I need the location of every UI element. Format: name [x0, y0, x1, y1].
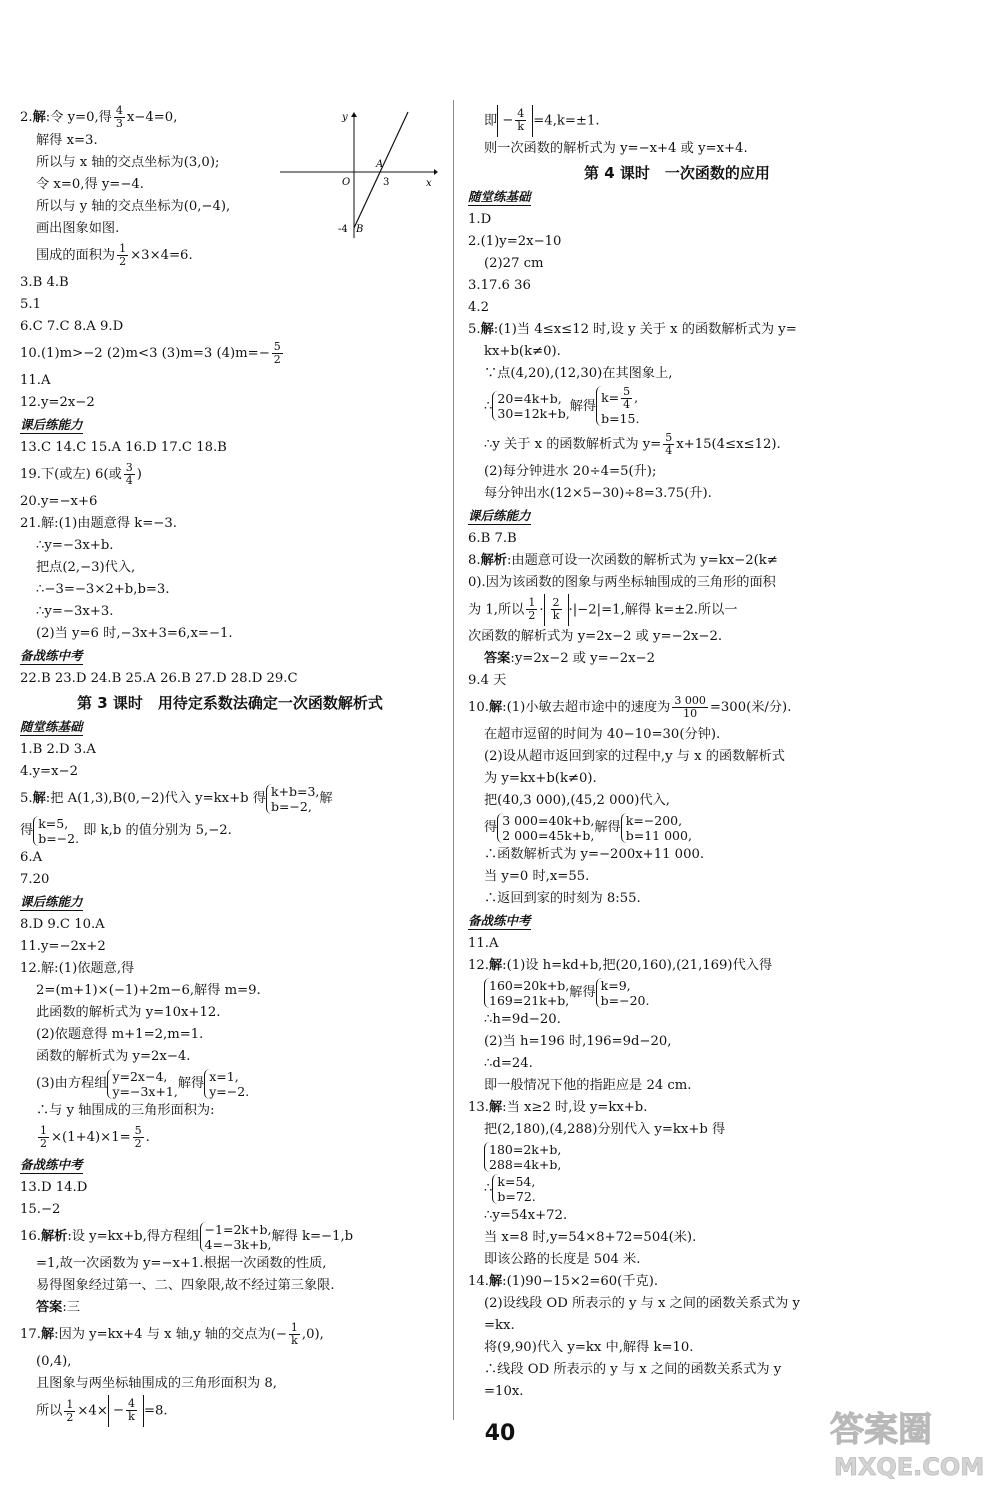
page-number: 40	[484, 1421, 516, 1446]
answer-line: 180=2k+b, 288=4k+b,	[468, 1141, 886, 1173]
left-line: 所以与 y 轴的交点坐标为(0,−4),	[36, 199, 231, 214]
answer-line: (2)当 h=196 时,196=9d−20,	[484, 1034, 672, 1049]
answer-line: 3.B 4.B	[20, 275, 69, 290]
answer-line: 把点(2,−3)代入,	[36, 560, 136, 575]
point-b-label: B	[356, 224, 364, 235]
answer-line: =10x.	[484, 1384, 524, 1399]
answer-line: ∴y=54x+72.	[484, 1208, 568, 1223]
answer-line: $\frac{1}{2}$ ×(1+4)×1= $\frac{5}{2}$ .	[40, 1124, 150, 1150]
answer-line: kx+b(k≠0).	[484, 343, 561, 359]
lesson-title: 第 3 课时 用待定系数法确定一次函数解析式	[77, 694, 383, 712]
answer-line: (0,4),	[36, 1354, 72, 1369]
left-area: 围成的面积为 $\frac{1}{2}$ ×3×4=6.	[36, 242, 193, 268]
answer-line: =kx.	[484, 1318, 515, 1333]
left-line: 令 x=0,得 y=−4.	[36, 177, 144, 192]
answer-line: 答案:三	[36, 1300, 81, 1315]
answer-line: ∴ k=54, b=72.	[484, 1173, 536, 1204]
answer-line: 20.y=−x+6	[20, 494, 98, 509]
answer-line: 得 3 000=40k+b, 2 000=45k+b, 解得 k=−200, b=11 000,	[484, 812, 692, 843]
answer-line: 为 y=kx+b(k≠0).	[484, 771, 597, 786]
answer-line: ∴返回到家的时刻为 8:55.	[484, 891, 641, 906]
left-column	[20, 105, 440, 1428]
section-header: 课后练能力	[20, 417, 83, 432]
answer-line: 1.D	[468, 211, 492, 227]
answer-line: 15.−2	[20, 1202, 61, 1217]
answer-line: 所以 $\frac{1}{2}$ ×4× − $\frac{4}{k}$ =8.	[20, 1395, 440, 1428]
answer-line: 在超市逗留的时间为 40−10=30(分钟).	[484, 727, 721, 742]
answer-line: ∴y 关于 x 的函数解析式为 y= $\frac{5}{4}$ x+15(4≤x≤12).	[484, 430, 781, 457]
section-header: 备战练中考	[468, 913, 531, 928]
answer-line: 8.解析:由题意可设一次函数的解析式为 y=kx−2(k≠	[468, 552, 778, 568]
answer-line: 6.A	[20, 850, 43, 865]
answer-line: 每分钟出水(12×5−30)÷8=3.75(升).	[484, 485, 712, 501]
answer-line: 即 − $\frac{4}{k}$ =4,k=±1.	[468, 105, 886, 138]
section-header: 课后练能力	[20, 894, 83, 909]
answer-line: 13.C 14.C 15.A 16.D 17.C 18.B	[20, 440, 227, 455]
section-header: 备战练中考	[20, 648, 83, 663]
answer-line: 当 y=0 时,x=55.	[484, 869, 590, 884]
answer-line: 5.1	[20, 297, 41, 312]
answer-line: 当 x=8 时,y=54×8+72=504(米).	[484, 1230, 697, 1245]
svg-text:MXQE.COM: MXQE.COM	[834, 1453, 985, 1481]
answer-line: 即一般情况下他的指距应是 24 cm.	[484, 1078, 692, 1093]
answer-line: 17.解:因为 y=kx+4 与 x 轴,y 轴的交点为(− $\frac{1}{k}$ ,0),	[20, 1321, 324, 1347]
answer-line: 答案:y=2x−2 或 y=−2x−2	[484, 651, 655, 666]
answer-line: 10.解:(1)小敏去超市途中的速度为 $\frac{3 000}{10}$ =300(米/分).	[468, 694, 792, 720]
answer-line: 11.A	[468, 936, 499, 951]
left-q2: 2.解:令 y=0,得 $\frac{4}{3}$ x−4=0,	[20, 104, 178, 130]
answer-line: (2)27 cm	[484, 255, 544, 271]
answer-line: ∴y=−3x+3.	[36, 604, 114, 619]
column-divider	[453, 100, 454, 1420]
answer-line: (3)由方程组 y=2x−4, y=−3x+1, 解得 x=1, y=−2.	[36, 1068, 250, 1099]
answer-line: 9.4 天	[468, 673, 507, 688]
answer-line: ∴与 y 轴围成的三角形面积为:	[36, 1103, 215, 1118]
answer-line: ∴ 20=4k+b, 30=12k+b, 解得 k= $\frac{5}{4}$ , b=15.	[484, 385, 640, 426]
watermark-logo	[820, 1395, 990, 1483]
section-header: 课后练能力	[468, 507, 531, 523]
right-column	[468, 105, 886, 1403]
answer-line: 13.D 14.D	[20, 1180, 88, 1195]
answer-line: 则一次函数的解析式为 y=−x+4 或 y=x+4.	[484, 140, 748, 156]
origin-label: O	[342, 177, 351, 188]
section-header: 随堂练基础	[20, 719, 83, 734]
answer-line: (2)依题意得 m+1=2,m=1.	[36, 1027, 204, 1042]
answer-line: 6.C 7.C 8.A 9.D	[20, 319, 124, 334]
answer-line: 160=20k+b, 169=21k+b, 解得 k=9, b=−20.	[468, 977, 886, 1009]
answer-line: 11.A	[20, 373, 51, 388]
tick-3-label: 3	[383, 177, 390, 188]
answer-line: (2)每分钟进水 20÷4=5(升);	[484, 463, 657, 479]
answer-line: ∴线段 OD 所表示的 y 与 x 之间的函数关系式为 y	[484, 1362, 782, 1377]
answer-line: 此函数的解析式为 y=10x+12.	[36, 1005, 221, 1020]
answer-line: ∵点(4,20),(12,30)在其图象上,	[484, 365, 673, 381]
answer-line: ∴h=9d−20.	[484, 1012, 561, 1027]
answer-line: 将(9,90)代入 y=kx 中,解得 k=10.	[484, 1340, 694, 1355]
answer-line: 2=(m+1)×(−1)+2m−6,解得 m=9.	[36, 983, 261, 998]
answer-line: 把(40,3 000),(45,2 000)代入,	[484, 793, 670, 808]
answer-line: 4.2	[468, 299, 489, 315]
answer-line: 21.解:(1)由题意得 k=−3.	[20, 516, 177, 531]
lesson-title: 第 4 课时 一次函数的应用	[584, 163, 770, 182]
answer-line: 11.y=−2x+2	[20, 939, 106, 954]
answer-line: ∴函数解析式为 y=−200x+11 000.	[484, 847, 705, 862]
answer-line: 得 k=5, b=−2. 即 k,b 的值分别为 5,−2.	[20, 815, 232, 846]
answer-line: 6.B 7.B	[468, 530, 517, 546]
answer-line: 12.y=2x−2	[20, 395, 95, 410]
answer-line: 即该公路的长度是 504 米.	[484, 1252, 641, 1267]
section-header: 随堂练基础	[468, 188, 531, 204]
tick-neg4-label: -4	[338, 224, 348, 235]
answer-line: ∴−3=−3×2+b,b=3.	[36, 582, 170, 597]
answer-line: 14.解:(1)90−15×2=60(千克).	[468, 1274, 659, 1289]
answer-line: 3.17.6 36	[468, 277, 531, 293]
answer-line: 7.20	[20, 872, 50, 887]
svg-text:答案圈: 答案圈	[830, 1410, 932, 1450]
answer-line: 易得图象经过第一、二、四象限,故不经过第三象限.	[36, 1278, 335, 1293]
answer-line: 0).因为该函数的图象与两坐标轴围成的三角形的面积	[468, 574, 776, 590]
answer-line: 12.解:(1)依题意,得	[20, 961, 135, 976]
left-line: 所以与 x 轴的交点坐标为(3,0);	[36, 155, 220, 170]
answer-line: 把(2,180),(4,288)分别代入 y=kx+b 得	[484, 1122, 726, 1137]
left-line: 画出图象如图.	[36, 221, 120, 236]
answer-line: 函数的解析式为 y=2x−4.	[36, 1049, 191, 1064]
answer-line: 2.(1)y=2x−10	[468, 233, 562, 249]
answer-line: 8.D 9.C 10.A	[20, 917, 105, 932]
answer-line: 12.解:(1)设 h=kd+b,把(20,160),(21,169)代入得	[468, 958, 773, 973]
answer-line: 10.(1)m>−2 (2)m<3 (3)m=3 (4)m=− $\frac{5}{2}$	[20, 340, 281, 366]
answer-line: 5.解:(1)当 4≤x≤12 时,设 y 关于 x 的函数解析式为 y=	[468, 321, 797, 337]
answer-line: 5.解:把 A(1,3),B(0,−2)代入 y=kx+b 得 k+b=3, b=−2, 解	[20, 783, 333, 814]
answer-line: ∴d=24.	[484, 1056, 533, 1071]
section-header: 备战练中考	[20, 1157, 83, 1172]
answer-line: (2)设线段 OD 所表示的 y 与 x 之间的函数关系式为 y	[484, 1296, 800, 1311]
answer-line: 4.y=x−2	[20, 764, 78, 779]
answer-line: (2)设从超市返回到家的过程中,y 与 x 的函数解析式	[484, 749, 785, 764]
left-line: 解得 x=3.	[36, 133, 98, 148]
answer-line: 22.B 23.D 24.B 25.A 26.B 27.D 28.D 29.C	[20, 671, 298, 686]
answer-line: 且图象与两坐标轴围成的三角形面积为 8,	[36, 1376, 277, 1391]
x-axis-label: x	[426, 178, 432, 189]
answer-line: 16.解析:设 y=kx+b,得方程组 −1=2k+b, 4=−3k+b, 解得 k=−1,b	[20, 1221, 354, 1252]
answer-line: 为 1,所以 $\frac{1}{2}$ · $\frac{2}{k}$ ·|−2|=1,解得 k=±2.所以一	[468, 594, 886, 627]
answer-line: =1,故一次函数为 y=−x+1.根据一次函数的性质,	[36, 1256, 327, 1271]
answer-line: (2)当 y=6 时,−3x+3=6,x=−1.	[36, 626, 233, 641]
answer-line: 1.B 2.D 3.A	[20, 742, 96, 757]
answer-line: 次函数的解析式为 y=2x−2 或 y=−2x−2.	[468, 629, 723, 644]
answer-line: 19.下(或左) 6(或 $\frac{3}{4}$ )	[20, 461, 142, 487]
answer-line: 13.解:当 x≥2 时,设 y=kx+b.	[468, 1100, 648, 1115]
point-a-label: A	[376, 159, 384, 170]
answer-line: ∴y=−3x+b.	[36, 538, 114, 553]
y-axis-label: y	[342, 112, 348, 123]
